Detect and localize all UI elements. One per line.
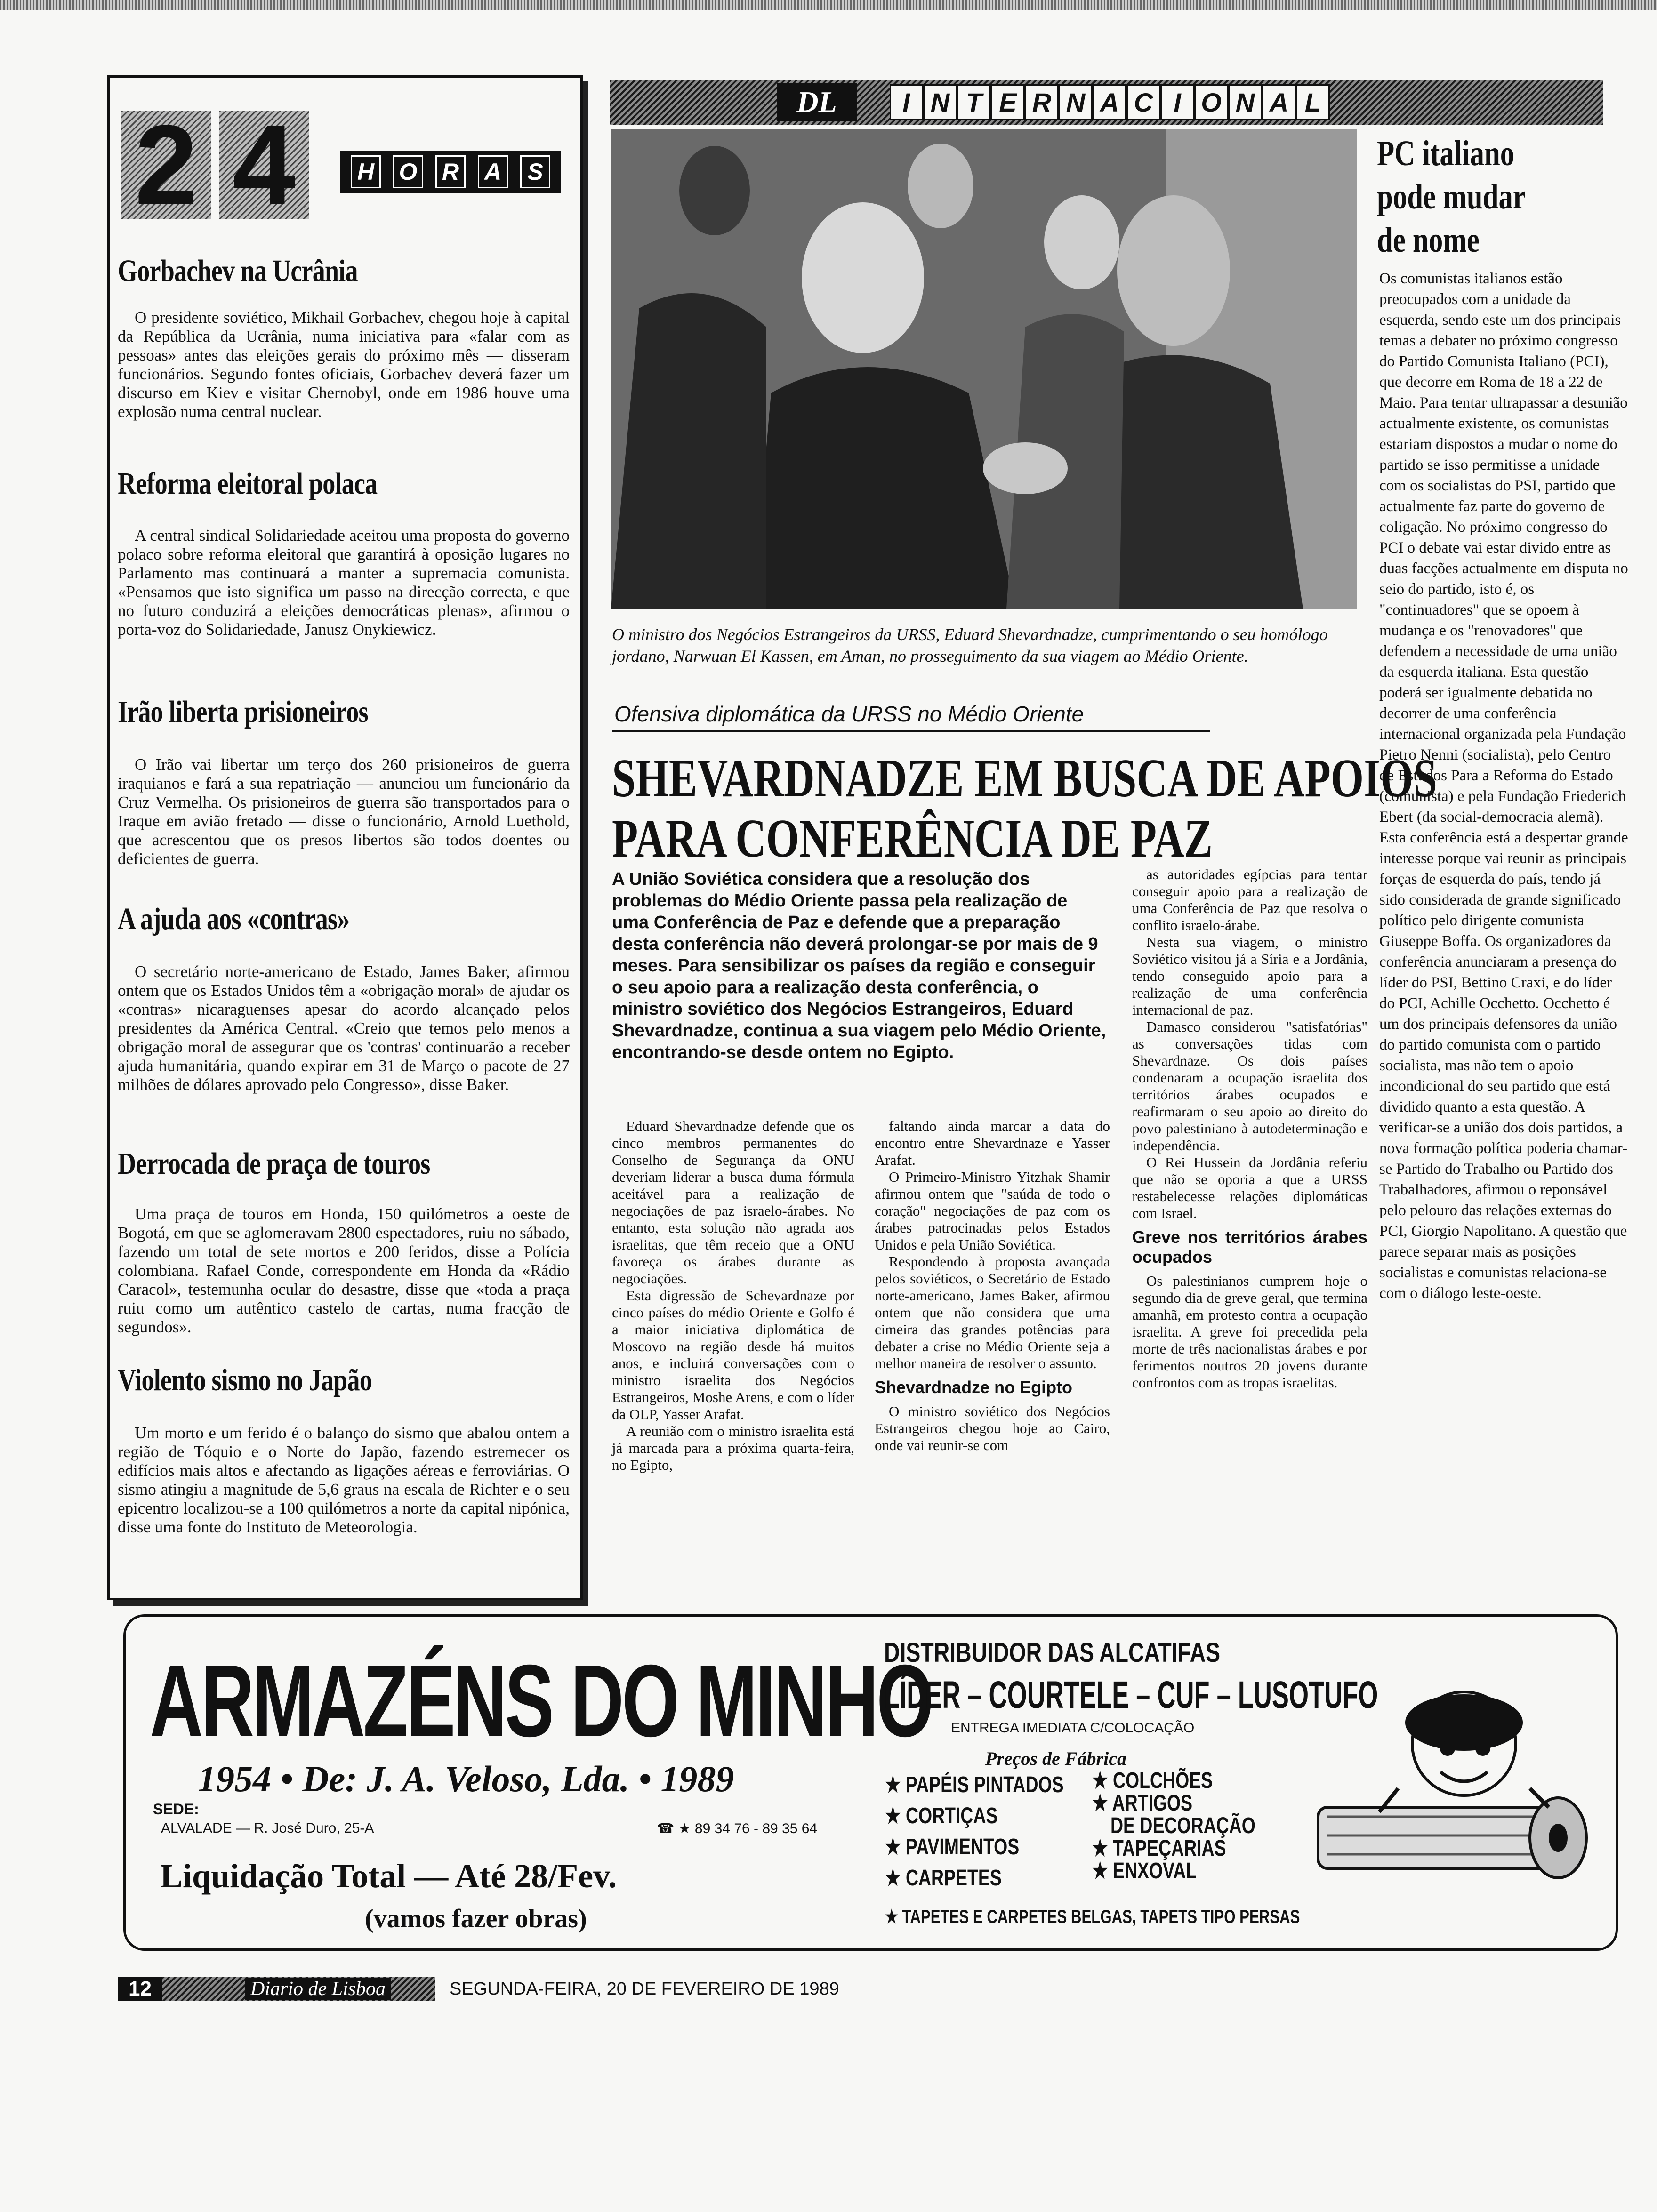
article-column-1	[612, 1118, 854, 1474]
ad-mascot-carpet-icon	[1313, 1666, 1596, 1911]
paragraph: Eduard Shevardnadze defende que os cinco membros permanentes do Conselho de Segurança da ONU deveriam liderar a busca duma fórmula aceitável para a realização de negociações de paz israelo-árabes. No entanto, esta solução não agrada aos israelitas, que têm receio que a ONU favoreça os árabes durante as negociações.	[612, 1118, 854, 1287]
section-letter: N	[1229, 84, 1263, 120]
paragraph: O ministro soviético dos Negócios Estrangeiros chegou hoje ao Cairo, onde vai reunir-se com	[875, 1403, 1110, 1453]
main-headline	[612, 748, 1438, 869]
sidebar-body: Os comunistas italianos estão preocupados com a unidade da esquerda, sendo este um dos principais temas a debater no próximo congresso do Partido Comunista Italiano (PCI), que decorre em Roma de 18 a 22 de Maio. Para tentar ultrapassar a desunião actualmente existente, os comunistas estariam dispostos a mudar o nome do partido se isso permitisse a unidade com os socialistas do PSI, partido que actualmente faz parte do governo de coligação. No próximo congresso do PCI o debate vai estar divido entre as duas facções actualmente em disputa no seio do partido, isto é, os "continuadores" que se opoem à mudança e os "renovadores" que defendem a necessidade de uma união da esquerda italiana. Esta questão poderá ser igualmente debatida no decorrer de uma conferência internacional organizada pela Fundação Pietro Nenni (socialista), pelo Centro de Estudos Para a Reforma do Estado (comunista) e pela Fundação Friederich Ebert (da social-democracia alemã). Esta conferência está a despertar grande interesse porque vai reunir as principais forças de esquerda do país, tendo já sido considerada de grande significado político pelo dirigente comunista Giuseppe Boffa. Os organizadores da conferência anunciaram a presença do líder do PSI, Bettino Craxi, e do líder do PCI, Achille Occhetto. Occhetto é um dos principais defensores da união do partido comunista com o partido socialista, mas não tem o apoio incondicional do seu partido que está dividido quanto a esta questão. A verificar-se a união dos dois partidos, a nova formação política poderia chamar-se Partido do Trabalho ou Partido dos Trabalhadores, afirmou o reponsável pelo pelouro das relações externas do PCI, Giorgio Napolitano. A questão que parece separar mais as posições socialistas e comunistas relaciona-se com o diálogo leste-oeste.	[1379, 270, 1628, 1302]
ad-years: 1954 • De: J. A. Veloso, Lda. • 1989	[198, 1758, 734, 1799]
ad-list-item: ★ CARPETES	[885, 1866, 1002, 1891]
subhead: Greve nos territórios árabes ocupados	[1132, 1227, 1367, 1266]
digit-2: 2	[121, 111, 211, 219]
section-letter: T	[957, 84, 991, 120]
ad-precos: Preços de Fábrica	[985, 1748, 1126, 1769]
ad-brands: LÍDER – COURTELE – CUF – LUSOTUFO	[884, 1674, 1378, 1716]
horas-letter: O	[393, 155, 423, 188]
big-24-numerals	[121, 102, 309, 228]
brief-headline: Reforma eleitoral polaca	[118, 466, 378, 501]
horas-letter: R	[435, 155, 466, 188]
digit-4: 4	[219, 111, 309, 219]
horas-letter: H	[351, 155, 381, 188]
ad-title: ARMAZÉNS DO MINHO	[150, 1644, 932, 1758]
ad-list-right	[1092, 1768, 1255, 1883]
news-photo	[611, 129, 1357, 609]
brief-headline: Derrocada de praça de touros	[118, 1146, 430, 1181]
ad-list-item: ★ PAVIMENTOS	[885, 1835, 1020, 1859]
article-column-3	[1132, 866, 1367, 1391]
ad-list-item: ★ PAPÉIS PINTADOS	[885, 1772, 1064, 1797]
brief-headline: A ajuda aos «contras»	[118, 902, 350, 936]
ad-obras: (vamos fazer obras)	[365, 1904, 587, 1933]
ad-footer-line: ★ TAPETES E CARPETES BELGAS, TAPETS TIPO PERSAS	[885, 1907, 1300, 1927]
ad-address: ALVALADE — R. José Duro, 25-A	[161, 1820, 374, 1836]
section-letter: A	[1263, 84, 1296, 120]
brief-body: O secretário norte-americano de Estado, James Baker, afirmou ontem que os Estados Unidos têm a «obrigação moral» de ajudar os «contras» nicaraguenses apesar do acordo alcançado pelos presidentes da América Central. «Creio que temos pelo menos a obrigação moral de assegurar que os 'contras' continuarão a receber ajuda humanitária, quando expirar em 31 de Março o pacote de 27 milhões de dólares aprovado pelo Congresso», disse Baker.	[118, 962, 570, 1094]
horas-letter: S	[520, 155, 550, 188]
ad-list-item: ★ COLCHÕES	[1092, 1768, 1213, 1793]
main-headline-line-2: PARA CONFERÊNCIA DE PAZ	[612, 809, 1213, 869]
main-headline-line-1: SHEVARDNADZE EM BUSCA DE APOIOS	[612, 748, 1438, 809]
paragraph: Os palestinianos cumprem hoje o segundo dia de greve geral, que termina amanhã, em protesto contra a ocupação israelita. A greve foi precedida pela morte de três nacionalistas árabes e por ferimentos noutros 20 jovens durante confrontos com as tropas israelitas.	[1132, 1273, 1367, 1391]
ad-list-left	[885, 1770, 1064, 1894]
section-letter: R	[1025, 84, 1059, 120]
paragraph: Nesta sua viagem, o ministro Soviético visitou já a Síria e a Jordânia, tendo conseguido apoio para a realização de uma conferência internacional de paz.	[1132, 934, 1367, 1018]
ad-sede-label: SEDE:	[153, 1801, 199, 1818]
masthead: Diario de Lisboa	[245, 1978, 391, 2000]
ad-list-item: ★ ENXOVAL	[1092, 1859, 1197, 1883]
footer-date: SEGUNDA-FEIRA, 20 DE FEVEREIRO DE 1989	[450, 1979, 839, 1999]
ad-list-item: ★ ARTIGOS	[1092, 1791, 1193, 1816]
subhead: Shevardnadze no Egipto	[875, 1378, 1073, 1397]
section-letter: O	[1195, 84, 1229, 120]
photo-figures	[611, 129, 1357, 609]
paragraph: Damasco considerou "satisfatórias" as conversações tidas com Shevardnaze. Os dois países condenaram a ocupação israelita dos territórios árabes ocupados e reafirmaram o seu apoio ao direito do povo palestiniano à autodeterminação e independência.	[1132, 1018, 1367, 1154]
ad-entrega: ENTREGA IMEDIATA C/COLOCAÇÃO	[951, 1720, 1195, 1736]
paragraph: O Rei Hussein da Jordânia referiu que não se oporia a que a URSS restabelecesse relações diplomáticas com Israel.	[1132, 1154, 1367, 1221]
section-title-internacional	[890, 84, 1330, 121]
paragraph: as autoridades egípcias para tentar conseguir apoio para a realização de uma Conferência de Paz que resolva o conflito israelo-árabe.	[1132, 866, 1367, 933]
photo-caption: O ministro dos Negócios Estrangeiros da URSS, Eduard Shevardnadze, cumprimentando o seu homólogo jordano, Narwuan El Kassen, em Aman, no prosseguimento da sua viagem ao Médio Oriente.	[612, 625, 1328, 665]
ad-phone: ☎ ★ 89 34 76 - 89 35 64	[657, 1821, 818, 1836]
ad-liquidacao: Liquidação Total — Até 28/Fev.	[160, 1857, 617, 1895]
section-letter: N	[924, 84, 957, 120]
dl-logo: DL	[777, 83, 857, 121]
article-lead: A União Soviética considera que a resolução dos problemas do Médio Oriente passa pela realização de uma Conferência de Paz e defende que a preparação desta conferência não deverá prolongar-se por mais de 9 meses. Para sensibilizar os países da região e conseguir o seu apoio para a realização desta conferência, o ministro soviético dos Negócios Estrangeiros, Eduard Shevardnadze, continua a sua viagem pelo Médio Oriente, encontrando-se desde ontem no Egipto.	[612, 869, 1106, 1062]
brief-body: Uma praça de touros em Honda, 150 quilómetros a oeste de Bogotá, em que se aglomeravam 2800 espectadores, ruiu no sábado, fazendo um total de sete mortos e 200 feridos, disse a Polícia colombiana. Rafael Conde, correspondente em Honda da «Rádio Caracol», testemunha ocular do desastre, disse que «toda a praça ruiu como um autêntico castelo de cartas, numa fracção de segundos».	[118, 1205, 570, 1336]
ad-illustration	[1313, 1666, 1596, 1911]
brief-headline: Irão liberta prisioneiros	[118, 695, 368, 729]
ad-list-item: ★ TAPEÇARIAS	[1092, 1836, 1226, 1861]
sidebar-headline: PC italiano pode mudar de nome	[1377, 134, 1525, 260]
section-letter: A	[1093, 84, 1127, 120]
brief-headline: Violento sismo no Japão	[118, 1363, 372, 1397]
article-kicker: Ofensiva diplomática da URSS no Médio Oriente	[614, 702, 1084, 726]
kicker-rule	[612, 730, 1210, 732]
horas-letter: A	[478, 155, 508, 188]
brief-headline: Gorbachev na Ucrânia	[118, 254, 358, 288]
ad-list-item: ★ CORTIÇAS	[885, 1803, 998, 1828]
section-letter: I	[890, 84, 924, 120]
page-number: 12	[118, 1977, 162, 2001]
horas-label	[340, 151, 561, 193]
paragraph: Esta digressão de Schevardnaze por cinco países do médio Oriente e Golfo é a maior iniciativa diplomática de Moscovo na região desde há muitos anos, e incluirá conversações com o ministro israelita dos Negócios Estrangeiros, Moshe Arens, e com o líder da OLP, Yasser Arafat.	[612, 1287, 854, 1422]
ad-distribuidor: DISTRIBUIDOR DAS ALCATIFAS	[884, 1637, 1221, 1668]
paragraph: Respondendo à proposta avançada pelos soviéticos, o Secretário de Estado norte-americano, James Baker, afirmou ontem que não considera que uma cimeira das grandes potências para debater a crise no Médio Oriente seja a melhor maneira de resolver o assunto.	[875, 1253, 1110, 1371]
paragraph: O Primeiro-Ministro Yitzhak Shamir afirmou ontem que "saúda de todo o coração" negociações de paz com os árabes patrocinadas pelos Estados Unidos e pela União Soviética.	[875, 1169, 1110, 1253]
section-letter: L	[1296, 84, 1330, 120]
brief-body: O presidente soviético, Mikhail Gorbachev, chegou hoje à capital da República da Ucrânia, numa iniciativa para «falar com as pessoas» antes das eleições gerais do próximo mês — disseram funcionários. Segundo fontes oficiais, Gorbachev deverá fazer um discurso em Kiev e visitar Chernobyl, onde em 1986 houve uma explosão numa central nuclear.	[118, 308, 570, 421]
brief-body: A central sindical Solidariedade aceitou uma proposta do governo polaco sobre reforma eleitoral que garantirá à oposição lugares no Parlamento mas continuará a manter a supremacia comunista. «Pensamos que isto significa um passo na direcção correcta, e que no futuro conduzirá a eleições democráticas plenas», afirmou o porta-voz do Solidariedade, Janusz Onykiewicz.	[118, 526, 570, 639]
section-letter: E	[991, 84, 1025, 120]
section-letter: C	[1127, 84, 1161, 120]
ad-list-item: DE DECORAÇÃO	[1110, 1813, 1255, 1838]
paragraph: A reunião com o ministro israelita está já marcada para a próxima quarta-feira, no Egipto,	[612, 1423, 854, 1473]
top-border	[0, 0, 1657, 10]
paragraph: faltando ainda marcar a data do encontro entre Shevardnaze e Yasser Arafat.	[875, 1118, 1110, 1168]
section-letter: I	[1161, 84, 1195, 120]
brief-body: O Irão vai libertar um terço dos 260 prisioneiros de guerra iraquianos e fará a sua repatriação — anunciou um funcionário da Cruz Vermelha. Os prisioneiros de guerra são transportados para o Iraque em avião fretado — disse o funcionário, Arnold Luethold, que acrescentou que os presos libertos são todos doentes ou deficientes de guerra.	[118, 755, 570, 868]
brief-body: Um morto e um ferido é o balanço do sismo que abalou ontem a região de Tóquio e o Norte do Japão, fazendo estremecer os edifícios mais altos e afectando as ligações aéreas e ferroviárias. O sismo atingiu a magnitude de 5,6 graus na escala de Richter e o seu epicentro localizou-se a 100 quilómetros a norte da capital nipónica, disse uma fonte do Instituto de Meteorologia.	[118, 1424, 570, 1536]
article-column-2	[875, 1118, 1110, 1454]
section-letter: N	[1059, 84, 1093, 120]
